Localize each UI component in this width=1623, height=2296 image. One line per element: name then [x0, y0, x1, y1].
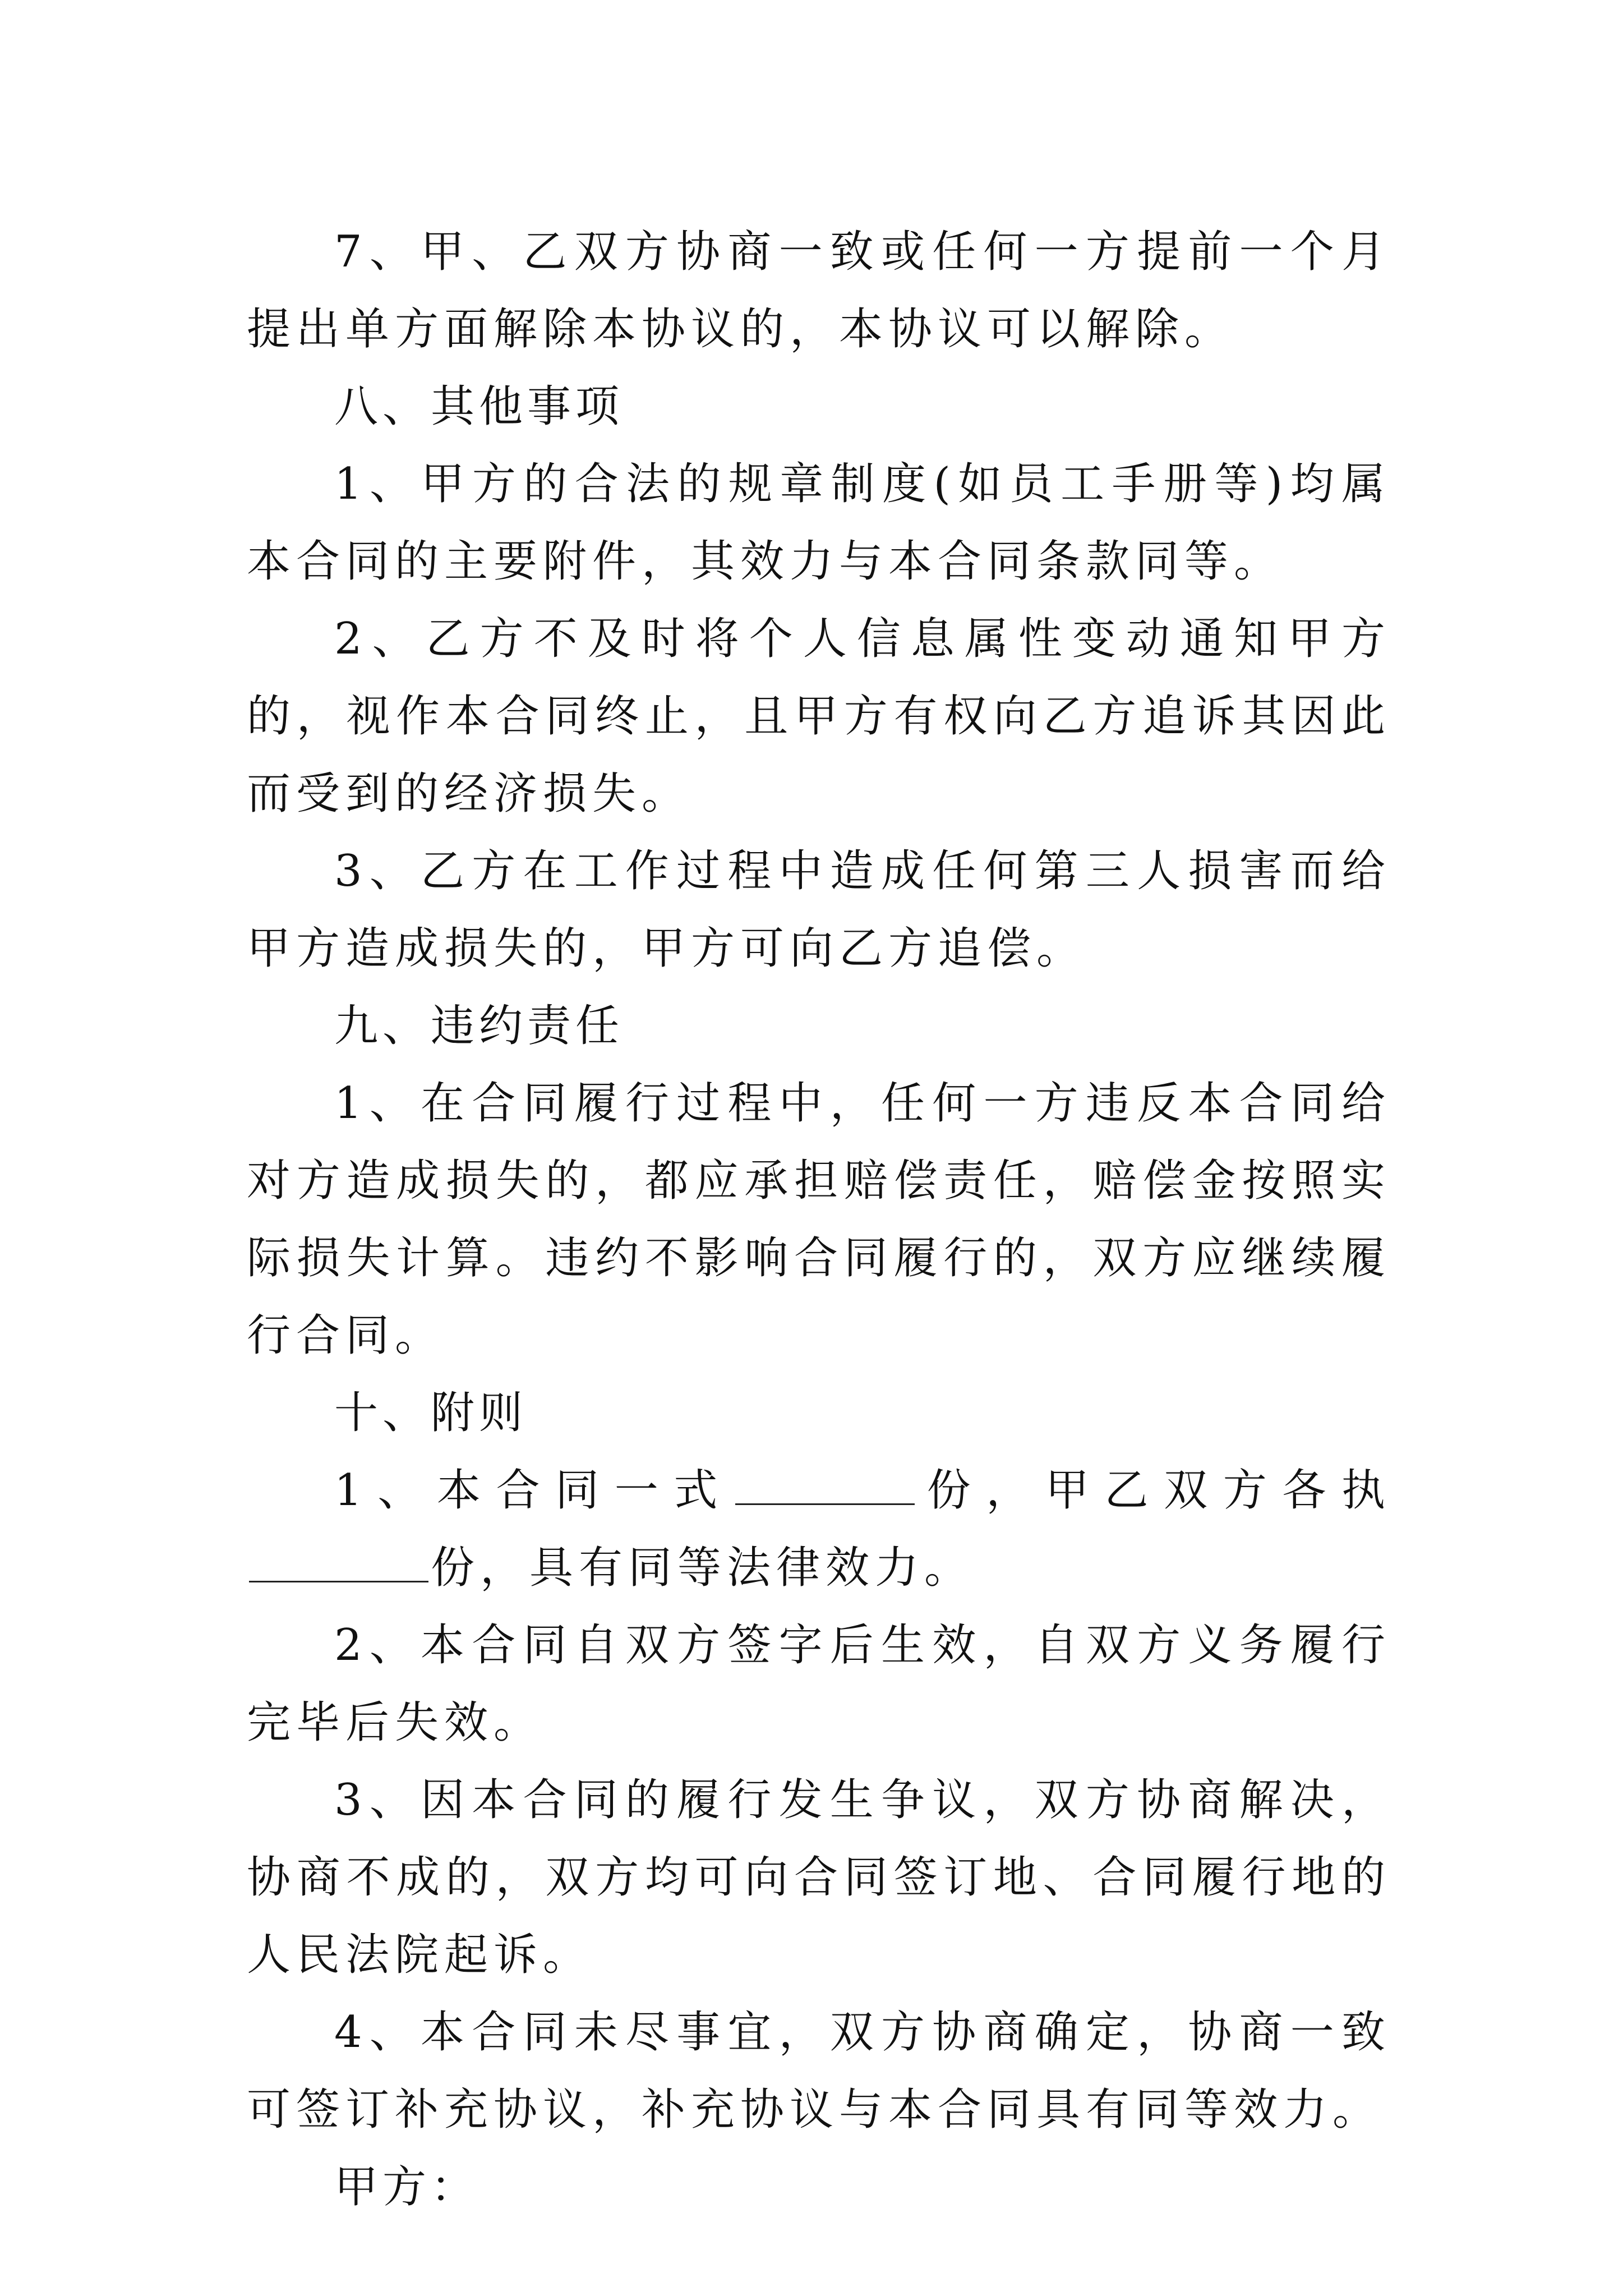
clause-10-2-effect: 2、本合同自双方签字后生效，自双方义务履行完毕后失效。: [247, 1620, 1391, 1748]
copies-each-blank: [249, 1542, 428, 1582]
clause-10-1-copies: [247, 1452, 1391, 1607]
party-a-signature-label: 甲方：: [334, 2162, 479, 2212]
clause-8-1-rules: 1、甲方的合法的规章制度(如员工手册等)均属本合同的主要附件，其效力与本合同条款同等。: [247, 459, 1391, 587]
clause-8-3-third-party: 3、乙方在工作过程中造成任何第三人损害而给甲方造成损失的，甲方可向乙方追偿。: [247, 846, 1391, 974]
clause-8-2-info-change: 2、乙方不及时将个人信息属性变动通知甲方的，视作本合同终止，且甲方有权向乙方追诉其因此而受到的经济损失。: [247, 614, 1391, 819]
copies-text-part3: 份，具有同等法律效力。: [431, 1543, 974, 1593]
clause-9-1-liability: 1、在合同履行过程中，任何一方违反本合同给对方造成损失的，都应承担赔偿责任，赔偿金按照实际损失计算。违约不影响合同履行的，双方应继续履行合同。: [247, 1078, 1391, 1361]
copies-text-part1: 1、本合同一式: [334, 1465, 733, 1516]
clause-7-termination: 7、甲、乙双方协商一致或任何一方提前一个月提出单方面解除本协议的，本协议可以解除。: [247, 227, 1391, 355]
copies-total-blank: [735, 1464, 915, 1505]
clause-10-4-supplement: 4、本合同未尽事宜，双方协商确定，协商一致可签订补充协议，补充协议与本合同具有同等效力。: [247, 2007, 1391, 2135]
copies-text-part2: 份，甲乙双方各执: [917, 1465, 1391, 1516]
section-heading-other-matters: 八、其他事项: [334, 381, 624, 432]
section-heading-breach: 九、违约责任: [334, 1001, 624, 1051]
document-body: [247, 213, 1391, 2226]
section-heading-supplementary: 十、附则: [334, 1388, 528, 1438]
clause-10-3-disputes: 3、因本合同的履行发生争议，双方协商解决，协商不成的，双方均可向合同签订地、合同履行地的人民法院起诉。: [247, 1775, 1391, 1980]
